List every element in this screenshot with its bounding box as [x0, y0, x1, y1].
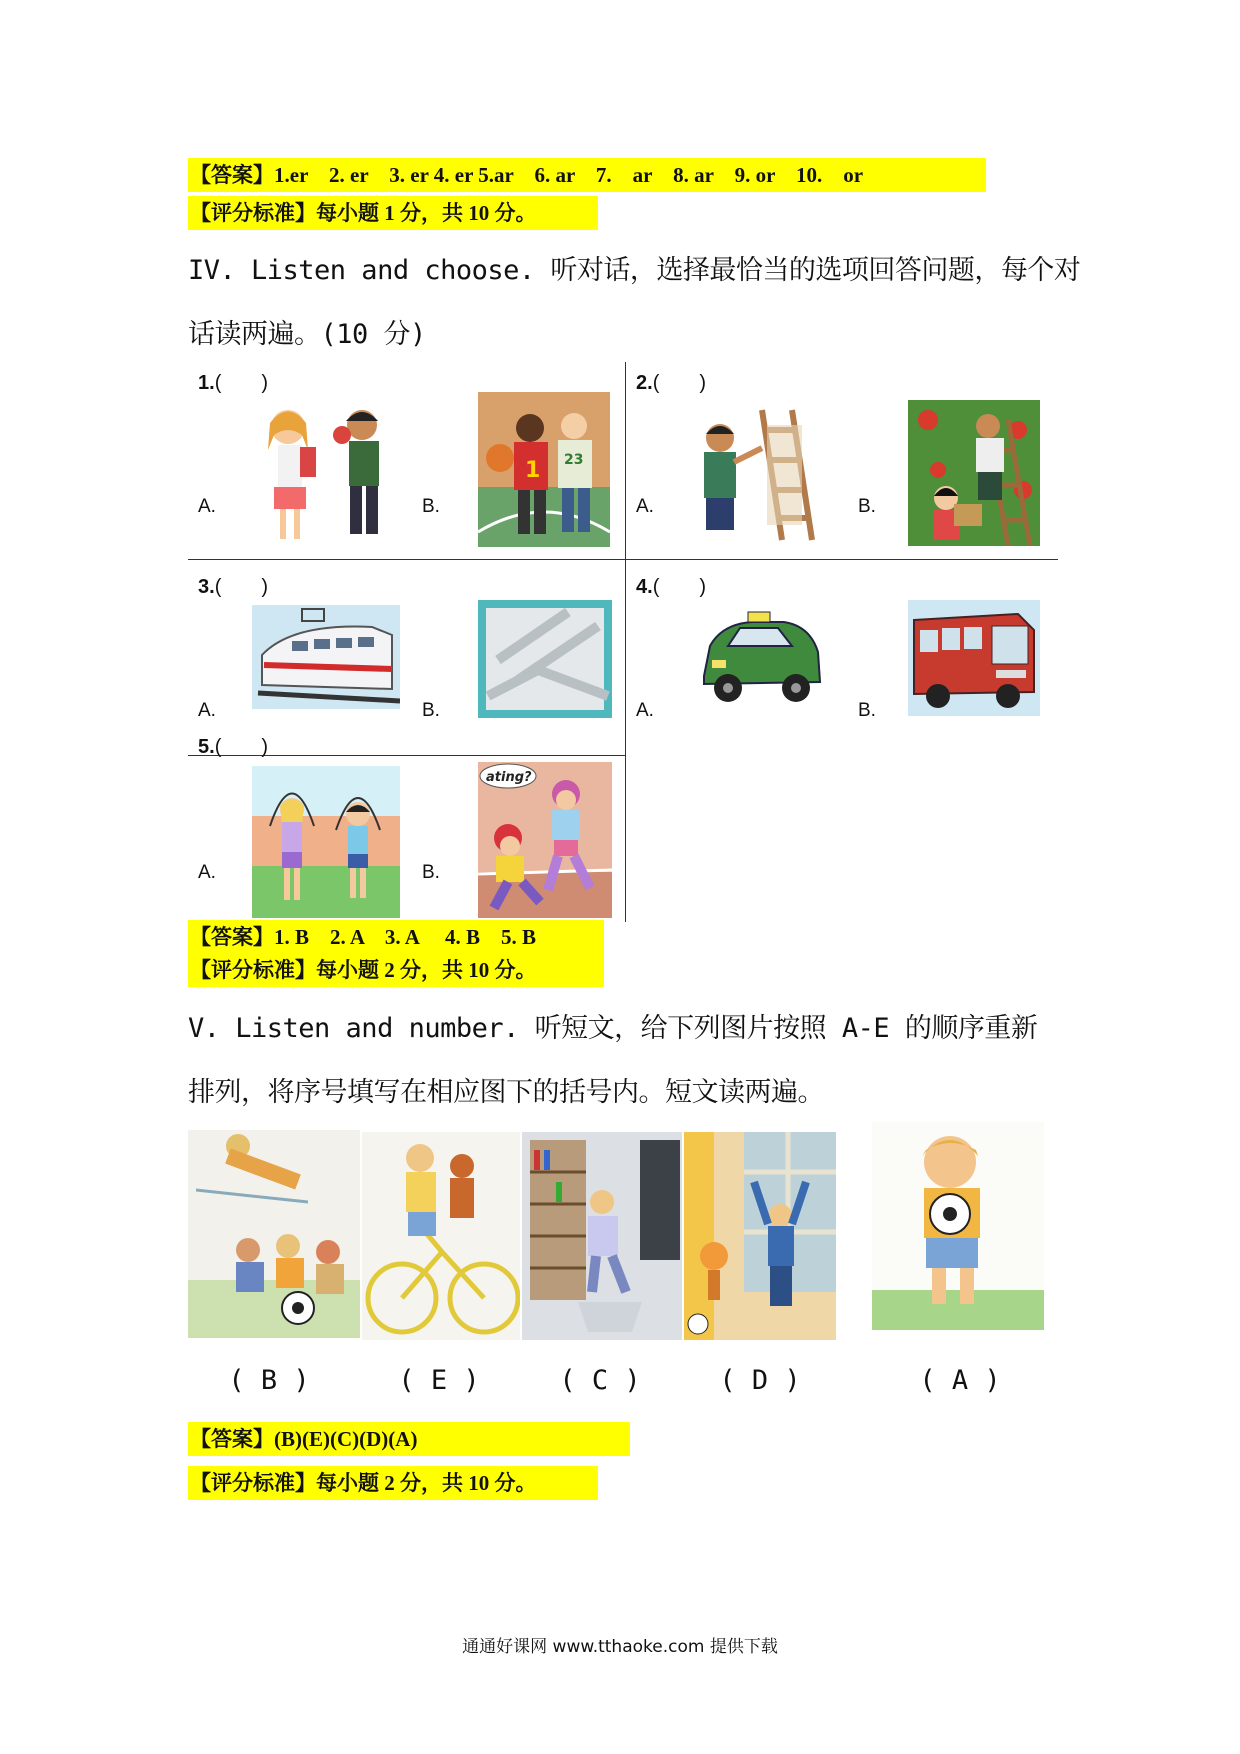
picture-3b	[478, 600, 612, 718]
question-number: 3.( )	[198, 576, 269, 598]
picture-answer: ( B )	[228, 1365, 310, 1396]
picture-1b	[478, 392, 610, 547]
answer-key-5: 【答案】(B)(E)(C)(D)(A)	[188, 1422, 630, 1456]
option-a-label: A.	[198, 862, 216, 883]
answer-key-4: 【答案】1. B 2. A 3. A 4. B 5. B	[188, 920, 604, 954]
question-number: 2.( )	[636, 372, 707, 394]
option-b-label: B.	[858, 700, 876, 721]
picture-5b	[478, 762, 612, 918]
option-b-label: B.	[422, 496, 440, 517]
option-b-label: B.	[422, 700, 440, 721]
section-5-title: V. Listen and number. 听短文，给下列图片按照 A-E 的顺序重新	[188, 1013, 1038, 1044]
speech-bubble-text: ating?	[486, 770, 532, 785]
picture-answer: ( A )	[919, 1365, 1001, 1396]
option-a-label: A.	[636, 496, 654, 517]
grid-divider	[625, 362, 626, 922]
option-b-label: B.	[858, 496, 876, 517]
picture-answer: ( E )	[398, 1365, 480, 1396]
question-number: 5.( )	[198, 736, 269, 758]
option-a-label: A.	[636, 700, 654, 721]
picture-3a	[252, 605, 400, 709]
picture-story-d	[684, 1132, 836, 1340]
question-number: 4.( )	[636, 576, 707, 598]
picture-2b	[908, 400, 1040, 546]
footer-credit: 通通好课网 www.tthaoke.com 提供下载	[462, 1637, 778, 1657]
picture-story-e	[362, 1132, 520, 1340]
section-4-title: IV. Listen and choose. 听对话，选择最恰当的选项回答问题，每个对	[188, 255, 1081, 286]
scoring-3: 【评分标准】每小题 1 分，共 10 分。	[188, 196, 598, 230]
picture-answer: ( C )	[559, 1365, 641, 1396]
picture-story-a	[872, 1122, 1044, 1330]
section-5-title-line2: 排列，将序号填写在相应图下的括号内。短文读两遍。	[188, 1077, 824, 1108]
option-a-label: A.	[198, 496, 216, 517]
picture-story-b	[188, 1130, 360, 1338]
question-number: 1.( )	[198, 372, 269, 394]
picture-2a	[692, 400, 826, 546]
picture-4b	[908, 600, 1040, 716]
picture-4a	[692, 602, 826, 714]
section-4-title-line2: 话读两遍。(10 分)	[188, 319, 426, 350]
svg-text:1: 1	[525, 458, 541, 483]
picture-answer: ( D )	[719, 1365, 801, 1396]
svg-text:23: 23	[564, 452, 584, 468]
scoring-5: 【评分标准】每小题 2 分，共 10 分。	[188, 1466, 598, 1500]
grid-divider	[188, 559, 1058, 560]
option-a-label: A.	[198, 700, 216, 721]
option-b-label: B.	[422, 862, 440, 883]
picture-5a	[252, 766, 400, 918]
picture-1a	[250, 395, 398, 550]
answer-key-3: 【答案】1.er 2. er 3. er 4. er 5.ar 6. ar 7. ar 8. ar 9. or 10. or	[188, 158, 986, 192]
picture-story-c	[522, 1132, 682, 1340]
scoring-4: 【评分标准】每小题 2 分，共 10 分。	[188, 953, 604, 987]
